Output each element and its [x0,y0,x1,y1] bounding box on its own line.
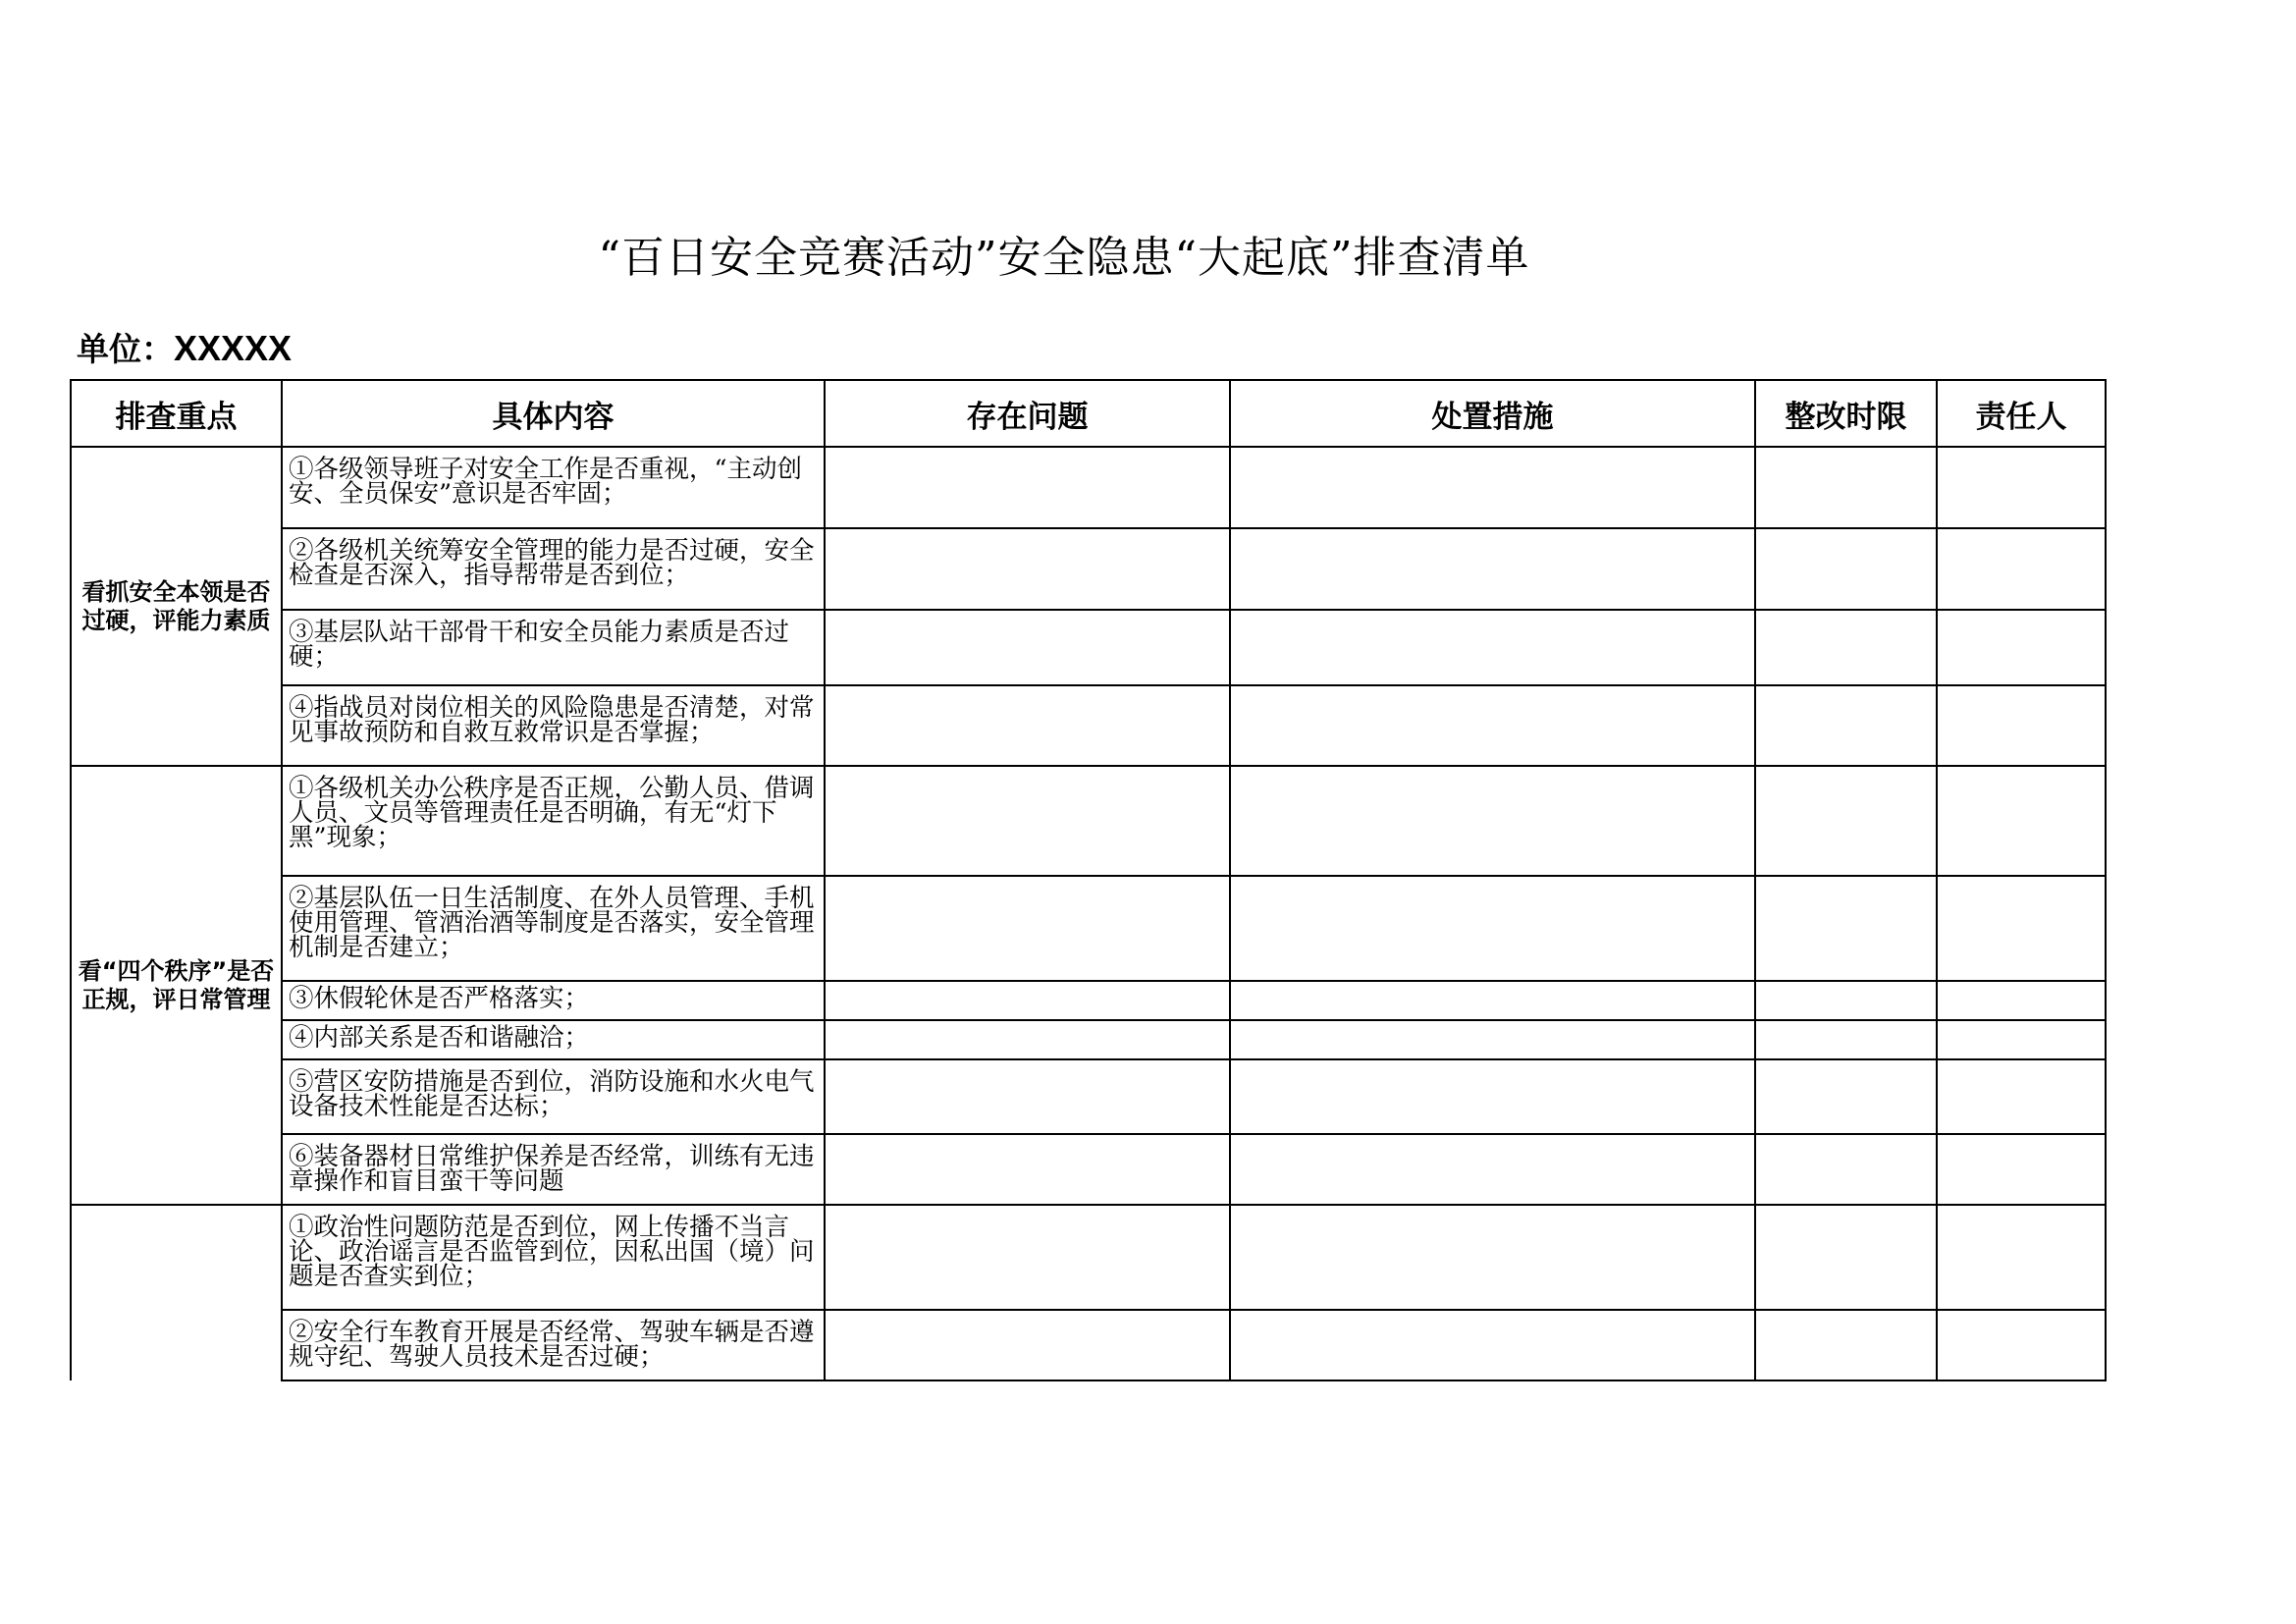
focus-cell-2: 看“四个秩序”是否正规，评日常管理 [71,766,282,1205]
problem-cell[interactable] [825,1059,1230,1134]
deadline-cell[interactable] [1755,610,1937,685]
content-cell: ③休假轮休是否严格落实； [282,981,825,1020]
responsible-cell[interactable] [1937,1134,2106,1205]
measures-cell[interactable] [1230,1020,1755,1059]
responsible-cell[interactable] [1937,1059,2106,1134]
problem-cell[interactable] [825,685,1230,766]
content-cell: ②各级机关统筹安全管理的能力是否过硬，安全检查是否深入，指导帮带是否到位； [282,528,825,610]
header-responsible: 责任人 [1937,380,2106,447]
responsible-cell[interactable] [1937,876,2106,981]
problem-cell[interactable] [825,528,1230,610]
measures-cell[interactable] [1230,447,1755,528]
inspection-table [70,379,2107,1381]
responsible-cell[interactable] [1937,447,2106,528]
unit-label: 单位： [77,330,174,368]
content-cell: ①各级领导班子对安全工作是否重视，“主动创安、全员保安”意识是否牢固； [282,447,825,528]
measures-cell[interactable] [1230,1134,1755,1205]
content-cell: ③基层队站干部骨干和安全员能力素质是否过硬； [282,610,825,685]
content-cell: ⑤营区安防措施是否到位，消防设施和水火电气设备技术性能是否达标； [282,1059,825,1134]
page-title: “百日安全竞赛活动”安全隐患“大起底”排查清单 [598,233,1530,283]
deadline-cell[interactable] [1755,1205,1937,1310]
header-measures: 处置措施 [1230,380,1755,447]
deadline-cell[interactable] [1755,685,1937,766]
deadline-cell[interactable] [1755,1310,1937,1380]
deadline-cell[interactable] [1755,1020,1937,1059]
content-cell: ②基层队伍一日生活制度、在外人员管理、手机使用管理、管酒治酒等制度是否落实，安全管理机制是否建立； [282,876,825,981]
deadline-cell[interactable] [1755,766,1937,876]
responsible-cell[interactable] [1937,685,2106,766]
measures-cell[interactable] [1230,1310,1755,1380]
deadline-cell[interactable] [1755,447,1937,528]
focus-cell-1: 看抓安全本领是否过硬，评能力素质 [71,447,282,766]
measures-cell[interactable] [1230,981,1755,1020]
responsible-cell[interactable] [1937,1020,2106,1059]
measures-cell[interactable] [1230,766,1755,876]
deadline-cell[interactable] [1755,876,1937,981]
header-deadline: 整改时限 [1755,380,1937,447]
problem-cell[interactable] [825,1134,1230,1205]
problem-cell[interactable] [825,1310,1230,1380]
header-focus: 排查重点 [71,380,282,447]
header-problem: 存在问题 [825,380,1230,447]
content-cell: ⑥装备器材日常维护保养是否经常，训练有无违章操作和盲目蛮干等问题 [282,1134,825,1205]
responsible-cell[interactable] [1937,1310,2106,1380]
responsible-cell[interactable] [1937,528,2106,610]
problem-cell[interactable] [825,447,1230,528]
measures-cell[interactable] [1230,1205,1755,1310]
problem-cell[interactable] [825,1020,1230,1059]
content-cell: ④指战员对岗位相关的风险隐患是否清楚，对常见事故预防和自救互救常识是否掌握； [282,685,825,766]
deadline-cell[interactable] [1755,981,1937,1020]
deadline-cell[interactable] [1755,1134,1937,1205]
content-cell: ④内部关系是否和谐融洽； [282,1020,825,1059]
content-cell: ①政治性问题防范是否到位，网上传播不当言论、政治谣言是否监管到位，因私出国（境）问题是否查实到位； [282,1205,825,1310]
problem-cell[interactable] [825,610,1230,685]
deadline-cell[interactable] [1755,1059,1937,1134]
problem-cell[interactable] [825,1205,1230,1310]
responsible-cell[interactable] [1937,610,2106,685]
unit-line [77,324,292,370]
unit-value: XXXXX [174,328,293,368]
measures-cell[interactable] [1230,610,1755,685]
measures-cell[interactable] [1230,528,1755,610]
responsible-cell[interactable] [1937,1205,2106,1310]
measures-cell[interactable] [1230,1059,1755,1134]
content-cell: ②安全行车教育开展是否经常、驾驶车辆是否遵规守纪、驾驶人员技术是否过硬； [282,1310,825,1380]
measures-cell[interactable] [1230,685,1755,766]
problem-cell[interactable] [825,981,1230,1020]
responsible-cell[interactable] [1937,766,2106,876]
deadline-cell[interactable] [1755,528,1937,610]
measures-cell[interactable] [1230,876,1755,981]
focus-cell-3 [71,1205,282,1380]
problem-cell[interactable] [825,876,1230,981]
content-cell: ①各级机关办公秩序是否正规，公勤人员、借调人员、文员等管理责任是否明确，有无“灯下黑”现象； [282,766,825,876]
header-content: 具体内容 [282,380,825,447]
problem-cell[interactable] [825,766,1230,876]
responsible-cell[interactable] [1937,981,2106,1020]
